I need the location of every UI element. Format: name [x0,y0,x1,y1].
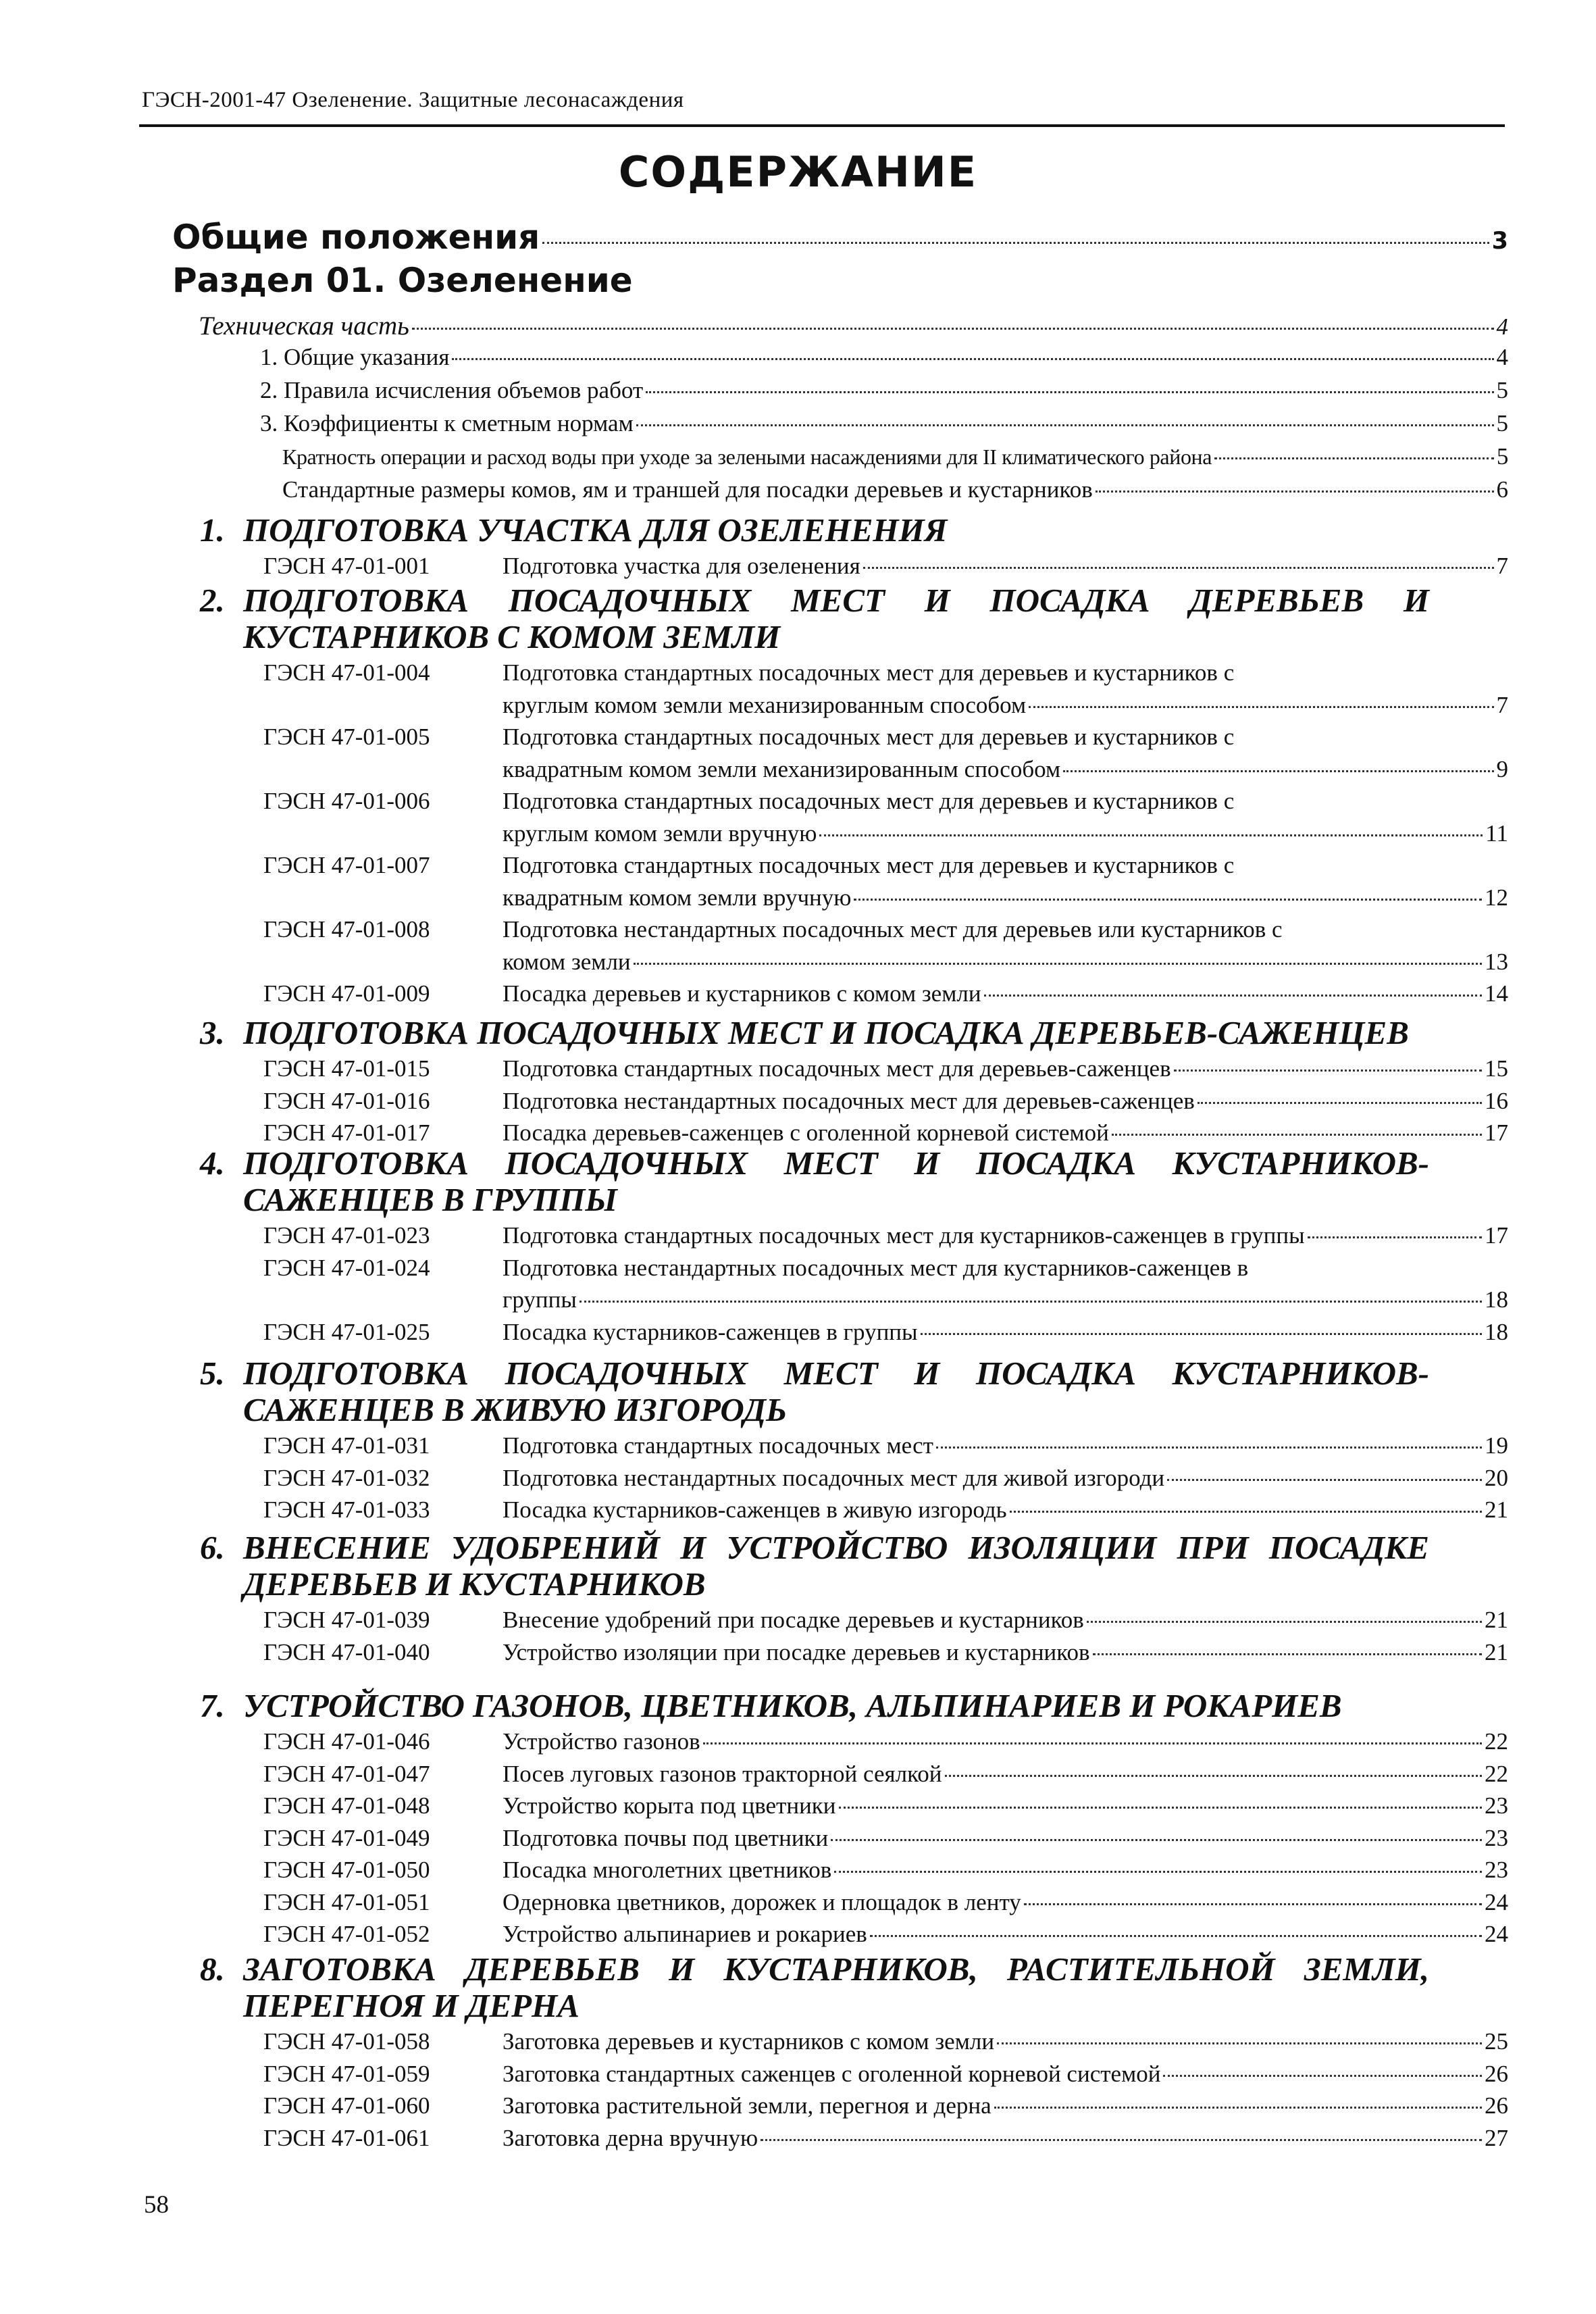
toc-norm-entry[interactable] [503,820,1508,847]
dot-leader [834,1871,1482,1873]
toc-entry-text: круглым комом земли механизированным способом [503,691,1027,718]
toc-norm-entry[interactable] [503,692,1508,719]
chapter-title-line: ВНЕСЕНИЕ УДОБРЕНИЙ И УСТРОЙСТВО ИЗОЛЯЦИИ ПРИ ПОСАДКЕ [243,1529,1429,1566]
chapter-title-line: САЖЕНЦЕВ В ГРУППЫ [243,1181,617,1218]
toc-tech-item[interactable] [282,443,1508,470]
toc-norm-entry[interactable] [503,788,1508,815]
norm-code: ГЭСН 47-01-008 [263,916,430,942]
toc-page-number: 16 [1485,1087,1508,1114]
dot-leader [1174,1070,1482,1072]
dot-leader [580,1301,1482,1303]
toc-norm-entry[interactable] [503,1921,1508,1948]
toc-entry-text: Устройство изоляции при посадке деревьев и кустарников [503,1638,1090,1665]
chapter-title-line: ЗАГОТОВКА ДЕРЕВЬЕВ И КУСТАРНИКОВ, РАСТИТЕЛЬНОЙ ЗЕМЛИ, [243,1951,1429,1988]
toc-entry-text: Подготовка нестандартных посадочных мест для кустарников-саженцев в [503,1254,1249,1281]
norm-code: ГЭСН 47-01-004 [263,659,430,686]
toc-entry-text: Общие положения [172,218,540,257]
toc-entry-text: Посадка многолетних цветников [503,1857,832,1883]
section-title: Раздел 01. Озеленение [172,261,633,300]
toc-page-number: 20 [1485,1464,1508,1491]
toc-entry-text: Одерновка цветников, дорожек и площадок в ленту [503,1888,1021,1915]
dot-leader [921,1333,1482,1335]
toc-entry-text: Внесение удобрений при посадке деревьев и кустарников [503,1607,1084,1633]
running-header: ГЭСН-2001-47 Озеленение. Защитные лесонасаждения [142,88,684,112]
norm-code: ГЭСН 47-01-046 [263,1728,430,1755]
toc-entry-text: 1. Общие указания [260,344,450,370]
toc-entry-text: квадратным комом земли вручную [503,884,852,911]
dot-leader [945,1775,1482,1777]
toc-page-number: 12 [1485,884,1508,911]
norm-code: ГЭСН 47-01-047 [263,1760,430,1787]
toc-entry-text: Подготовка стандартных посадочных мест для деревьев-саженцев [503,1055,1171,1082]
toc-page-number: 7 [1496,691,1508,718]
toc-page-number: 24 [1485,1921,1508,1947]
toc-entry-text: Устройство газонов [503,1728,700,1755]
toc-norm-entry[interactable] [503,1432,1508,1459]
norm-code: ГЭСН 47-01-051 [263,1888,430,1915]
toc-norm-entry[interactable] [503,1607,1508,1634]
dot-leader [1010,1511,1482,1513]
chapter-title [243,1530,1429,1603]
toc-entry-text: Подготовка стандартных посадочных мест для деревьев и кустарников с [503,659,1235,686]
toc-page-number: 13 [1485,948,1508,975]
toc-page-number: 18 [1485,1286,1508,1313]
toc-norm-entry[interactable] [503,1792,1508,1819]
chapter-number: 1. [200,511,225,549]
norm-code: ГЭСН 47-01-001 [263,553,430,579]
toc-page-number: 5 [1496,443,1508,470]
toc-entry-text: группы [503,1286,577,1313]
toc-tech-item[interactable] [260,344,1508,371]
toc-entry-text: Посадка кустарников-саженцев в группы [503,1318,918,1345]
norm-code: ГЭСН 47-01-024 [263,1254,430,1281]
toc-entry-text: круглым комом земли вручную [503,820,817,847]
toc-page-number: 4 [1496,313,1508,340]
chapter-title [243,582,1429,655]
page-number: 58 [144,2191,169,2219]
toc-entry-text: Подготовка участка для озеленения [503,553,860,579]
chapter-title [243,1688,1429,1724]
toc-page-number: 26 [1485,2092,1508,2119]
toc-entry-text: 2. Правила исчисления объемов работ [260,377,644,403]
toc-entry-text: квадратным комом земли механизированным способом [503,755,1061,782]
toc-page-number: 5 [1496,410,1508,436]
norm-code: ГЭСН 47-01-032 [263,1464,430,1491]
dot-leader [646,391,1493,393]
toc-entry-text: Кратность операции и расход воды при уходе за зелеными насаждениями для II климатического района [282,445,1212,469]
norm-code: ГЭСН 47-01-061 [263,2124,430,2151]
chapter-number: 4. [200,1145,225,1182]
chapter-number: 5. [200,1355,225,1392]
dot-leader [634,963,1482,965]
toc-entry-text: Подготовка нестандартных посадочных мест для деревьев или кустарников с [503,916,1283,942]
toc-page-number: 17 [1485,1120,1508,1146]
chapter-title-line: ПОДГОТОВКА ПОСАДОЧНЫХ МЕСТ И ПОСАДКА КУСТАРНИКОВ- [243,1355,1429,1392]
dot-leader [839,1807,1482,1809]
toc-technical-part[interactable] [199,311,1508,341]
dot-leader [870,1935,1482,1937]
toc-page-number: 25 [1485,2028,1508,2055]
toc-entry-text: Устройство альпинариев и рокариев [503,1921,867,1947]
norm-code: ГЭСН 47-01-016 [263,1087,430,1114]
toc-page-number: 17 [1485,1222,1508,1249]
toc-page-number: 9 [1496,755,1508,782]
toc-norm-entry[interactable] [503,1088,1508,1115]
dot-leader [863,567,1494,569]
toc-page-number: 4 [1496,344,1508,370]
chapter-title-line: ПОДГОТОВКА ПОСАДОЧНЫХ МЕСТ И ПОСАДКА КУСТАРНИКОВ- [243,1145,1429,1182]
norm-code: ГЭСН 47-01-040 [263,1638,430,1665]
toc-page-number: 14 [1485,980,1508,1007]
chapter-title-line: ДЕРЕВЬЕВ И КУСТАРНИКОВ [243,1565,706,1603]
toc-page-number: 23 [1485,1824,1508,1851]
toc-norm-entry[interactable] [503,949,1508,976]
dot-leader [636,424,1494,426]
toc-norm-entry[interactable] [503,724,1508,751]
dot-leader [1214,457,1494,459]
toc-page-number: 26 [1485,2060,1508,2087]
norm-code: ГЭСН 47-01-005 [263,724,430,750]
norm-code: ГЭСН 47-01-007 [263,852,430,878]
toc-norm-entry[interactable] [503,1465,1508,1492]
chapter-title-line: ПОДГОТОВКА УЧАСТКА ДЛЯ ОЗЕЛЕНЕНИЯ [243,511,948,549]
toc-entry-text: Устройство корыта под цветники [503,1792,836,1819]
toc-norm-entry[interactable] [503,2092,1508,2119]
chapter-title-line: ПОДГОТОВКА ПОСАДОЧНЫХ МЕСТ И ПОСАДКА ДЕРЕВЬЕВ-САЖЕНЦЕВ [243,1014,1409,1051]
dot-leader [1112,1134,1482,1136]
norm-code: ГЭСН 47-01-049 [263,1824,430,1851]
toc-page-number: 15 [1485,1055,1508,1082]
toc-norm-entry[interactable] [503,884,1508,911]
toc-norm-entry[interactable] [503,1761,1508,1788]
toc-norm-entry[interactable] [503,1496,1508,1524]
chapter-title [243,1145,1429,1218]
toc-norm-entry[interactable] [503,1825,1508,1852]
toc-entry-text: Посадка деревьев-саженцев с оголенной корневой системой [503,1120,1109,1146]
toc-general-provisions[interactable] [172,218,1508,257]
norm-code: ГЭСН 47-01-033 [263,1496,430,1523]
toc-entry-text: Заготовка растительной земли, перегноя и дерна [503,2092,992,2119]
chapter-title [243,1951,1429,2024]
toc-entry-text: Подготовка стандартных посадочных мест [503,1432,933,1459]
toc-entry-text: Подготовка нестандартных посадочных мест для деревьев-саженцев [503,1087,1195,1114]
toc-norm-entry[interactable] [503,1222,1508,1249]
chapter-title [243,1355,1429,1428]
toc-entry-text: Техническая часть [199,311,409,341]
toc-page-number: 22 [1485,1760,1508,1787]
dot-leader [831,1839,1482,1841]
toc-norm-entry[interactable] [503,553,1508,580]
toc-norm-entry[interactable] [503,980,1508,1007]
dot-leader [703,1742,1482,1744]
toc-norm-entry[interactable] [503,1889,1508,1916]
toc-entry-text: комом земли [503,948,631,975]
toc-entry-text: Посев луговых газонов тракторной сеялкой [503,1760,942,1787]
dot-leader [452,358,1493,360]
toc-page-number: 24 [1485,1888,1508,1915]
toc-norm-entry[interactable] [503,2061,1508,2088]
toc-norm-entry[interactable] [503,1319,1508,1346]
chapter-title-line: ПЕРЕГНОЯ И ДЕРНА [243,1987,580,2024]
toc-entry-text: Стандартные размеры комов, ям и траншей для посадки деревьев и кустарников [282,476,1093,503]
toc-entry-text: Подготовка нестандартных посадочных мест для живой изгороди [503,1464,1165,1491]
toc-entry-text: Заготовка деревьев и кустарников с комом земли [503,2028,995,2055]
toc-entry-text: Посадка кустарников-саженцев в живую изгородь [503,1496,1007,1523]
toc-entry-text: Посадка деревьев и кустарников с комом земли [503,980,981,1007]
norm-code: ГЭСН 47-01-009 [263,980,430,1007]
toc-entry-text: Подготовка стандартных посадочных мест для деревьев и кустарников с [503,788,1235,814]
chapter-title-line: УСТРОЙСТВО ГАЗОНОВ, ЦВЕТНИКОВ, АЛЬПИНАРИЕВ И РОКАРИЕВ [243,1687,1342,1724]
toc-norm-entry[interactable] [503,2125,1508,2152]
chapter-number: 6. [200,1529,225,1566]
norm-code: ГЭСН 47-01-025 [263,1318,430,1345]
norm-code: ГЭСН 47-01-006 [263,788,430,814]
toc-page-number: 21 [1485,1607,1508,1633]
dot-leader [997,2042,1482,2044]
toc-norm-entry[interactable] [503,1639,1508,1666]
toc-page-number: 23 [1485,1857,1508,1883]
toc-norm-entry[interactable] [503,1728,1508,1755]
toc-page-number: 18 [1485,1318,1508,1345]
dot-leader [1308,1236,1482,1238]
toc-page-number: 3 [1491,228,1508,255]
toc-page-number: 19 [1485,1432,1508,1459]
toc-tech-item[interactable] [260,377,1508,404]
toc-norm-entry[interactable] [503,1120,1508,1147]
toc-section-heading [172,261,1508,300]
toc-page-number: 22 [1485,1728,1508,1755]
toc-page-number: 5 [1496,377,1508,403]
dot-leader [1063,770,1493,772]
dot-leader [761,2139,1482,2141]
toc-entry-text: Подготовка почвы под цветники [503,1824,829,1851]
norm-code: ГЭСН 47-01-017 [263,1120,430,1146]
norm-code: ГЭСН 47-01-023 [263,1222,430,1249]
toc-entry-text: Подготовка стандартных посадочных мест для деревьев и кустарников с [503,852,1235,878]
norm-code: ГЭСН 47-01-039 [263,1607,430,1633]
toc-page-number: 6 [1496,476,1508,503]
dot-leader [1163,2075,1482,2077]
toc-tech-item[interactable] [260,410,1508,437]
dot-leader [412,328,1494,330]
toc-entry-text: Подготовка стандартных посадочных мест для кустарников-саженцев в группы [503,1222,1305,1249]
dot-leader [542,242,1489,244]
toc-page-number: 11 [1485,820,1508,847]
chapter-title-line: ПОДГОТОВКА ПОСАДОЧНЫХ МЕСТ И ПОСАДКА ДЕРЕВЬЕВ И [243,582,1429,619]
dot-leader [819,834,1483,836]
page-title: СОДЕРЖАНИЕ [618,147,978,197]
norm-code: ГЭСН 47-01-058 [263,2028,430,2055]
toc-entry-text: Заготовка стандартных саженцев с оголенной корневой системой [503,2060,1161,2087]
toc-page-number: 21 [1485,1638,1508,1665]
toc-norm-entry[interactable] [503,1255,1508,1282]
toc-norm-entry[interactable] [503,756,1508,783]
norm-code: ГЭСН 47-01-031 [263,1432,430,1459]
toc-page-number: 21 [1485,1496,1508,1523]
toc-page-number: 7 [1496,553,1508,579]
toc-norm-entry[interactable] [503,916,1508,943]
toc-norm-entry[interactable] [503,2028,1508,2055]
chapter-number: 2. [200,582,225,619]
toc-norm-entry[interactable] [503,1055,1508,1082]
chapter-number: 3. [200,1014,225,1051]
dot-leader [1093,1653,1482,1655]
dot-leader [1029,706,1493,708]
norm-code: ГЭСН 47-01-015 [263,1055,430,1082]
dot-leader [1096,491,1494,493]
dot-leader [1087,1621,1482,1623]
dot-leader [994,2107,1482,2109]
chapter-title-line: САЖЕНЦЕВ В ЖИВУЮ ИЗГОРОДЬ [243,1391,788,1428]
norm-code: ГЭСН 47-01-060 [263,2092,430,2119]
dot-leader [1198,1102,1482,1104]
toc-norm-entry[interactable] [503,1286,1508,1313]
dot-leader [1024,1903,1482,1905]
dot-leader [936,1447,1482,1449]
toc-entry-text: Подготовка стандартных посадочных мест для деревьев и кустарников с [503,724,1235,750]
toc-norm-entry[interactable] [503,1857,1508,1884]
chapter-title [243,512,1429,549]
toc-entry-text: 3. Коэффициенты к сметным нормам [260,410,634,436]
norm-code: ГЭСН 47-01-048 [263,1792,430,1819]
norm-code: ГЭСН 47-01-052 [263,1921,430,1947]
norm-code: ГЭСН 47-01-059 [263,2060,430,2087]
toc-page-number: 23 [1485,1792,1508,1819]
chapter-title [243,1015,1429,1051]
dot-leader [984,995,1482,997]
toc-page-number: 27 [1485,2124,1508,2151]
toc-norm-entry[interactable] [503,659,1508,686]
chapter-number: 8. [200,1951,225,1988]
toc-entry-text: Заготовка дерна вручную [503,2124,758,2151]
chapter-title-line: КУСТАРНИКОВ С КОМОМ ЗЕМЛИ [243,618,781,655]
toc-tech-item[interactable] [282,476,1508,503]
dot-leader [854,899,1482,901]
norm-code: ГЭСН 47-01-050 [263,1857,430,1883]
chapter-number: 7. [200,1687,225,1724]
toc-norm-entry[interactable] [503,852,1508,879]
dot-leader [1167,1479,1482,1481]
